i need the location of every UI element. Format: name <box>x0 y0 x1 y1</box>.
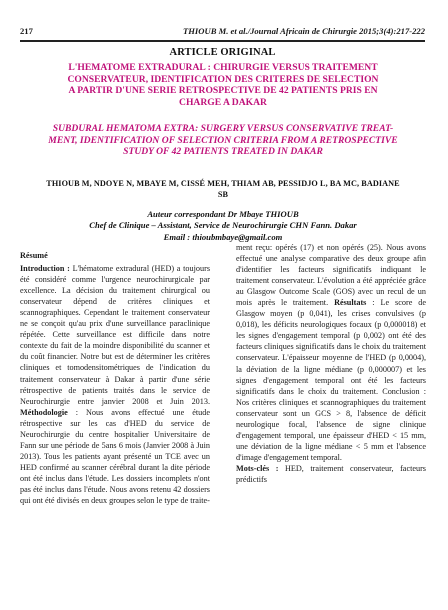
abstract-column-right <box>236 242 426 485</box>
results-label: Résultats <box>334 298 367 308</box>
intro-text: L'hématome extradural (HED) a toujours été considéré comme l'urgence neurochirurgicale par excellence. La décision du traitement chirurgical ou conservateur dépend de critères cliniques et scannographiques. Cependant le traitement conservateur ne se conçoit qu'au prix d'une surveillance paraclinique répétée. Cette surveillance est difficile dans notre contexte du fait de la moindre disponibilité du scanner et du coût financier. Notre but est de déterminer les critères cliniques et tomodensitométriques de l'indication du traitement conservateur à Dakar à partir d'une série rétrospective de patients traités dans le service de Neurochirurgie entre janvier 2008 et Juin 2013. <box>20 264 210 406</box>
journal-citation: THIOUB M. et al./Journal Africain de Chirurgie 2015;3(4):217-222 <box>183 26 425 36</box>
title-fr-line: L'HEMATOME EXTRADURAL : CHIRURGIE VERSUS TRAITEMENT <box>68 62 378 73</box>
correspondence-block <box>60 209 386 243</box>
method-label: Méthodologie <box>20 407 68 417</box>
title-en-line: STUDY OF 42 PATIENTS TREATED IN DAKAR <box>123 146 323 158</box>
title-french <box>28 62 418 108</box>
intro-label: Introduction : <box>20 264 70 274</box>
title-fr-line: CHARGE A DAKAR <box>179 96 267 108</box>
abstract-paragraph <box>236 242 426 463</box>
author-affiliation: Chef de Clinique – Assistant, Service de Neurochirurgie CHN Fann. Dakar <box>89 220 357 231</box>
header-rule <box>20 40 425 42</box>
author-list <box>26 178 420 200</box>
authors-line: THIOUB M, NDOYE N, MBAYE M, CISSÉ MEH, THIAM AB, PESSIDJO L, BA MC, BADIANE <box>46 179 400 188</box>
corresponding-author: Auteur correspondant Dr Mbaye THIOUB <box>147 209 299 219</box>
methods-continued-text: ment reçu: opérés (17) et non opérés (25). Nous avons effectué une analyse comparative des deux groupe afin d'identifier les facteurs significatifs indiquant le traitement conservateur. L'évolution a été appréciée grâce au Glasgow Outcome Scale (GOS) avec un recul de un mois après le traitement. <box>236 243 426 308</box>
title-en-line: SUBDURAL HEMATOMA EXTRA: SURGERY VERSUS CONSERVATIVE TREAT- <box>52 123 394 134</box>
keywords-paragraph <box>236 463 426 485</box>
author-email: Email : thioubmbaye@gmail.com <box>163 231 283 242</box>
abstract-column-left <box>20 250 210 506</box>
abstract-heading: Résumé <box>20 251 48 260</box>
title-fr-line: A PARTIR D'UNE SERIE RETROSPECTIVE DE 42 PATIENTS PRIS EN <box>68 85 378 97</box>
title-en-line: MENT, IDENTIFICATION OF SELECTION CRITERIA FROM A RETROSPECTIVE <box>48 134 398 146</box>
keywords-text: HED, traitement conservateur, facteurs prédictifs <box>236 463 426 484</box>
title-fr-line: CONSERVATEUR, IDENTIFICATION DES CRITERES DE SELECTION <box>67 73 379 85</box>
abstract-paragraph <box>20 263 210 506</box>
results-text: : Le score de Glasgow moyen (p 0,041), les crises convulsives (p 0,018), les déficits neurologiques focaux (p 0,000018) et les signes d'engagement temporal (p 0,002) ont été des facteurs cliniques significatifs dans le choix du traitement conservateur. L'épaisseur moyenne de l'HED (p 0,0004), la déviation de la ligne médiane (p 0,000007) et les signes d'engagement temporal ont été les facteurs significatifs dans le choix du traitement. Conclusion : Nos critères cliniques et scannographiques du traitement conservateur sont un GCS > 8, l'absence de déficit neurologique focal, l'absence de signe clinique d'engagement temporal, une épaisseur d'HED < 15 mm, une déviation de la ligne médiane < 5 mm et l'absence d'image d'engagement temporal. <box>236 298 426 462</box>
title-english <box>28 123 418 158</box>
authors-line: SB <box>217 190 229 199</box>
keywords-label: Mots-clés : <box>236 463 279 473</box>
page-number: 217 <box>20 26 33 36</box>
article-type: ARTICLE ORIGINAL <box>169 47 276 58</box>
method-text: : Nous avons effectué une étude rétrospective sur les cas d'HED du service de Neurochirurgie du centre hospitalier Universitaire de Fann sur une période de 5ans 6 mois (Janvier 2008 à Juin 2013). Tous les patients ayant présenté un TCE avec un HED confirmé au scanner cérébral durant la dite période ont été inclus dans l'étude. Les dossiers incomplets n'ont pas été inclus dans l'étude. Nous avons retenu 42 dossiers qui ont été divisés en deux groupes selon le type de traite- <box>20 407 210 506</box>
